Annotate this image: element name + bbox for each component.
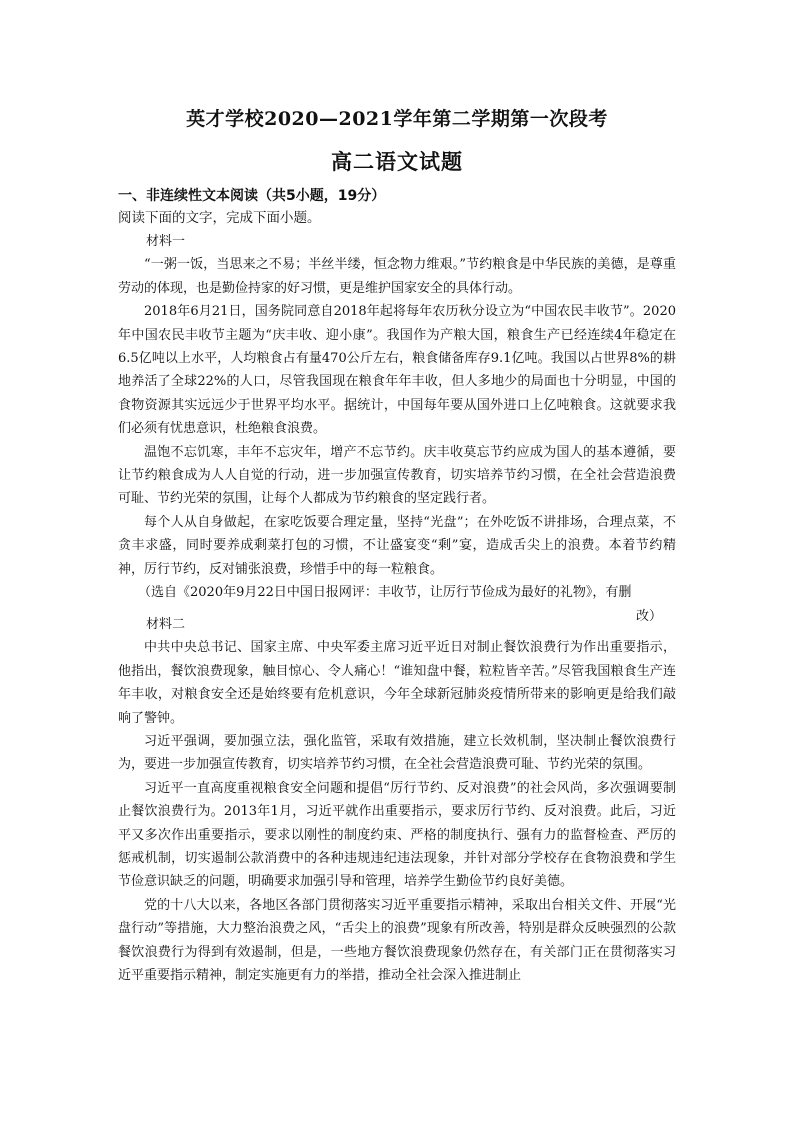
section-instruction: 阅读下面的文字，完成下面小题。 [118, 210, 321, 226]
material-one-paragraph: 温饱不忘饥寒，丰年不忘灾年，增产不忘节约。庆丰收莫忘节约应成为国人的基本遵循，要让节约粮食成为人人自觉的行动，进一步加强宣传教育，切实培养节约习惯，在全社会营造浪费可耻、节约光荣的氛围，让每个人都成为节约粮食的坚定践行者。 [118, 444, 676, 507]
section-heading: 一、非连续性文本阅读（共5小题，19分） [118, 188, 386, 204]
material-one-source: （选自《2020年9月22日中国日报网评：丰收节，让厉行节俭成为最好的礼物》，有删 [138, 585, 632, 601]
material-two-paragraph: 习近平强调，要加强立法，强化监管，采取有效措施，建立长效机制，坚决制止餐饮浪费行为，要进一步加强宣传教育，切实培养节约习惯，在全社会营造浪费可耻、节约光荣的氛围。 [118, 734, 676, 773]
exam-subtitle: 高二语文试题 [331, 149, 463, 174]
material-one-label: 材料一 [146, 234, 186, 249]
material-two [118, 613, 676, 988]
material-one-paragraph: 每个人从自身做起，在家吃饭要合理定量，坚持“光盘”；在外吃饭不讲排场，合理点菜，不贪丰求盛，同时要养成剩菜打包的习惯，不让盛宴变“剩”宴，造成舌尖上的浪费。本着节约精神，厉行节约，反对铺张浪费，珍惜手中的每一粒粮食。 [118, 514, 676, 577]
material-one [118, 230, 676, 628]
exam-title: 英才学校2020—2021学年第二学期第一次段考 [186, 108, 608, 130]
material-one-paragraph: 2018年6月21日，国务院同意自2018年起将每年农历秋分设立为“中国农民丰收节”。2020年中国农民丰收节主题为“庆丰收、迎小康”。我国作为产粮大国，粮食生产已经连续4年稳定在6.5亿吨以上水平，人均粮食占有量470公斤左右，粮食储备库存9.1亿吨。我国以占世界8%的耕地养活了全球22%的人口，尽管我国现在粮食年年丰收，但人多地少的局面也十分明显，中国的食物资源其实远远少于世界平均水平。据统计，中国每年要从国外进口上亿吨粮食。这就要求我们必须有忧患意识，杜绝粮食浪费。 [118, 304, 676, 437]
material-two-paragraph: 习近平一直高度重视粮食安全问题和提倡“厉行节约、反对浪费”的社会风尚，多次强调要制止餐饮浪费行为。2013年1月，习近平就作出重要指示，要求厉行节约、反对浪费。此后，习近平又多次作出重要指示，要求以刚性的制度约束、严格的制度执行、强有力的监督检查、严厉的惩戒机制，切实遏制公款消费中的各种违规违纪违法现象，并针对部分学校存在食物浪费和学生节俭意识缺乏的问题，明确要求加强引导和管理，培养学生勤俭节约良好美德。 [118, 780, 676, 890]
material-two-label: 材料二 [146, 617, 186, 632]
material-one-paragraph: “一粥一饭，当思来之不易；半丝半缕，恒念物力维艰。”节约粮食是中华民族的美德，是尊重劳动的体现，也是勤俭持家的好习惯，更是维护国家安全的具体行动。 [118, 257, 676, 296]
material-two-paragraph: 中共中央总书记、国家主席、中央军委主席习近平近日对制止餐饮浪费行为作出重要指示，他指出，餐饮浪费现象，触目惊心、令人痛心！“谁知盘中餐，粒粒皆辛苦。”尽管我国粮食生产连年丰收，对粮食安全还是始终要有危机意识，今年全球新冠肺炎疫情所带来的影响更是给我们敲响了警钟。 [118, 640, 676, 726]
material-two-paragraph: 党的十八大以来，各地区各部门贯彻落实习近平重要指示精神，采取出台相关文件、开展“光盘行动”等措施，大力整治浪费之风，“舌尖上的浪费”现象有所改善，特别是群众反映强烈的公款餐饮浪费行为得到有效遏制，但是，一些地方餐饮浪费现象仍然存在，有关部门正在贯彻落实习近平重要指示精神，制定实施更有力的举措，推动全社会深入推进制止 [118, 897, 676, 984]
material-one-source-tail: 改） [635, 608, 662, 624]
